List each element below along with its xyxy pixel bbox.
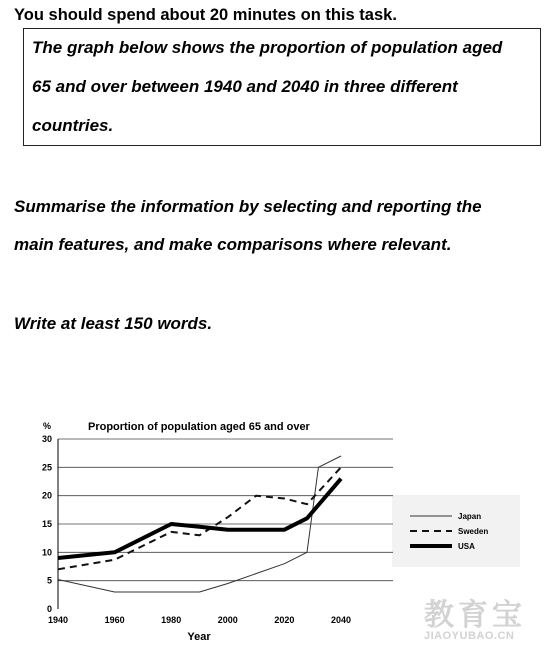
- x-axis-label: Year: [187, 631, 211, 643]
- time-instruction: You should spend about 20 minutes on this task.: [14, 6, 397, 24]
- task-line: 65 and over between 1940 and 2040 in three different: [32, 77, 458, 96]
- y-tick-label: 0: [46, 604, 52, 614]
- watermark-chinese: 教育宝: [424, 598, 526, 633]
- y-tick-label: 5: [46, 575, 52, 586]
- legend-label-japan: Japan: [458, 512, 482, 521]
- task-line: The graph below shows the proportion of population aged: [32, 38, 503, 57]
- watermark: [424, 590, 526, 642]
- x-tick-label: 2040: [330, 615, 352, 625]
- y-axis-label: %: [43, 421, 52, 431]
- y-tick-label: 10: [41, 547, 52, 558]
- series-line-usa: [58, 479, 341, 558]
- y-tick-label: 30: [41, 434, 52, 444]
- y-tick-label: 15: [41, 519, 52, 529]
- x-tick-label: 1980: [161, 615, 182, 625]
- legend-label-usa: USA: [458, 542, 475, 551]
- x-tick-label: 1960: [104, 615, 125, 625]
- y-tick-label: 20: [41, 490, 52, 501]
- word-count-instruction: Write at least 150 words.: [14, 314, 213, 333]
- summary-instruction-line: main features, and make comparisons where relevant.: [14, 235, 452, 254]
- summary-instruction-line: Summarise the information by selecting and reporting the: [14, 197, 482, 216]
- legend-label-sweden: Sweden: [458, 527, 489, 536]
- x-tick-label: 2020: [274, 615, 295, 625]
- task-line: countries.: [32, 116, 114, 135]
- task-description-box: [23, 28, 541, 146]
- x-tick-label: 1940: [47, 615, 69, 625]
- x-tick-label: 2000: [217, 615, 238, 625]
- y-tick-label: 25: [41, 462, 52, 473]
- chart-title: Proportion of population aged 65 and over: [88, 421, 310, 433]
- watermark-english: JIAOYUBAO.CN: [424, 630, 515, 642]
